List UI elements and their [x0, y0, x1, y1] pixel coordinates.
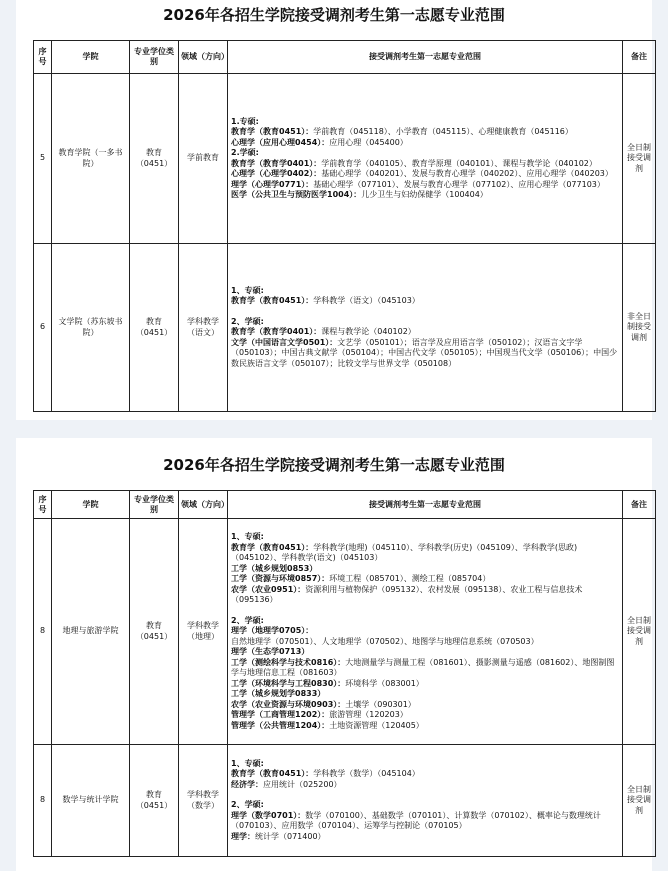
header-note: 备注 — [623, 491, 656, 519]
scope-line — [231, 327, 619, 338]
header-college: 学院 — [52, 491, 130, 519]
scope-category: 1、专硕: — [231, 758, 264, 768]
scope-line — [231, 679, 619, 690]
scope-majors: 自然地理学（070501）、人文地理学（070502）、地图学与地理信息系统（070503） — [231, 636, 539, 646]
scope-category: 教育学（教育学0401）： — [231, 327, 322, 337]
scope-category: 1、专硕: — [231, 532, 264, 541]
header-seq: 序号 — [34, 491, 52, 519]
table-row — [34, 519, 656, 745]
scope-line — [231, 658, 619, 679]
scope-majors: 统计学（071400） — [255, 831, 326, 841]
table-row — [34, 244, 656, 412]
scope-category: 工学（测绘科学与技术0816）： — [231, 657, 346, 667]
cell-college: 教育学院（一多书院） — [52, 74, 130, 244]
cell-field: 学前教育 — [179, 74, 228, 244]
adjustment-table — [33, 40, 656, 412]
scope-line — [231, 159, 619, 170]
scope-category: 文学（中国语言文学0501）： — [231, 337, 338, 347]
scope-line — [231, 800, 619, 811]
scope-majors: 环境工程（085701）、测绘工程（085704） — [329, 574, 491, 583]
scope-spacer — [231, 307, 619, 317]
scope-majors: 资源利用与植物保护（095132）、农村发展（095138）、农业工程与信息技术（095136） — [231, 584, 583, 604]
cell-field: 学科教学（地理） — [179, 519, 228, 745]
scope-line — [231, 564, 619, 575]
scope-line — [231, 689, 619, 700]
scope-category: 教育学（教育0451）： — [231, 296, 314, 306]
scope-spacer — [231, 790, 619, 800]
scope-line — [231, 811, 619, 832]
scope-category: 1.专硕: — [231, 116, 259, 126]
scope-majors: 应用心理（045400） — [329, 137, 408, 147]
table-row — [34, 74, 656, 244]
scope-category: 心理学（心理学0402）： — [231, 169, 322, 178]
cell-degree: 教育（0451） — [130, 74, 179, 244]
scope-category: 教育学（教育学0401）： — [231, 158, 322, 168]
cell-scope — [228, 74, 623, 244]
header-degree: 专业学位类别 — [130, 491, 179, 519]
scope-line — [231, 190, 619, 201]
scope-majors: 土壤学（090301） — [345, 699, 416, 709]
scope-majors: 环境科学（083001） — [345, 678, 424, 688]
scope-line — [231, 169, 619, 180]
scope-majors: 学科教学（语文）（045103） — [313, 296, 420, 306]
cell-scope — [228, 519, 623, 745]
header-field: 领域（方向） — [179, 491, 228, 519]
scope-line — [231, 780, 619, 791]
scope-category: 教育学（教育0451）： — [231, 542, 314, 552]
scope-category: 管理学（工商管理1202）： — [231, 710, 330, 719]
table-row — [34, 745, 656, 857]
cell-college: 文学院（苏东坡书院） — [52, 244, 130, 412]
scope-majors: 课程与教学论（040102） — [321, 327, 416, 337]
scope-category: 2、学硕: — [231, 800, 264, 810]
scope-majors: 学前教育（045118）、小学教育（045115）、心理健康教育（045116） — [313, 127, 573, 136]
cell-note: 非全日制接受调剂 — [623, 244, 656, 412]
scope-line — [231, 543, 619, 564]
scope-line — [231, 574, 619, 585]
scope-majors: 土地资源管理（120405） — [329, 720, 424, 730]
scope-category: 理学（心理学0771）： — [231, 179, 314, 189]
table-header-row — [34, 41, 656, 74]
scope-category: 理学（生态学0713） — [231, 647, 310, 656]
scope-line — [231, 626, 619, 647]
scope-category: 管理学（公共管理1204）： — [231, 720, 330, 730]
scope-category: 医学（公共卫生与预防医学1004）： — [231, 190, 362, 199]
scope-line — [231, 148, 619, 159]
scope-line — [231, 616, 619, 627]
scope-category: 理学： — [231, 831, 255, 841]
header-scope: 接受调剂考生第一志愿专业范围 — [228, 491, 623, 519]
document-page-2 — [16, 438, 652, 871]
cell-field: 学科教学（语文） — [179, 244, 228, 412]
scope-category: 工学（资源与环境0857）： — [231, 574, 330, 583]
document-title: 2026年各招生学院接受调剂考生第一志愿专业范围 — [163, 6, 505, 24]
cell-degree: 教育（0451） — [130, 745, 179, 857]
cell-field: 学科教学（数学） — [179, 745, 228, 857]
cell-scope — [228, 244, 623, 412]
header-field: 领域（方向） — [179, 41, 228, 74]
scope-category: 工学（环境科学与工程0830）： — [231, 678, 346, 688]
cell-seq: 8 — [34, 745, 52, 857]
cell-seq: 8 — [34, 519, 52, 745]
scope-line — [231, 317, 619, 328]
scope-category: 理学（地理学0705）： — [231, 626, 314, 635]
scope-category: 农学（农业资源与环境0903）： — [231, 699, 346, 709]
scope-line — [231, 585, 619, 606]
cell-note: 全日制接受调剂 — [623, 74, 656, 244]
scope-majors: 基础心理学（040201）、发展与教育心理学（040202）、应用心理学（040203） — [321, 169, 613, 178]
scope-category: 经济学： — [231, 779, 263, 789]
header-note: 备注 — [623, 41, 656, 74]
scope-category: 理学（数学0701）： — [231, 810, 306, 820]
cell-college: 数学与统计学院 — [52, 745, 130, 857]
cell-college: 地理与旅游学院 — [52, 519, 130, 745]
scope-category: 心理学（应用心理0454）： — [231, 137, 330, 147]
scope-majors: 大地测量学与测量工程（081601）、摄影测量与遥感（081602）、地图制图学与地理信息工程（081603） — [231, 657, 615, 677]
scope-spacer — [231, 606, 619, 616]
header-degree: 专业学位类别 — [130, 41, 179, 74]
scope-majors: 学科教学（数学）（045104） — [313, 769, 420, 779]
document-page-1 — [16, 0, 652, 420]
cell-seq: 6 — [34, 244, 52, 412]
table-header-row — [34, 491, 656, 519]
scope-category: 教育学（教育0451）： — [231, 127, 314, 136]
scope-line — [231, 647, 619, 658]
scope-line — [231, 832, 619, 843]
scope-line — [231, 759, 619, 770]
scope-majors: 基础心理学（077101）、发展与教育心理学（077102）、应用心理学（077103） — [313, 179, 605, 189]
scope-line — [231, 338, 619, 370]
scope-majors: 学科教学(地理)（045110）、学科教学(历史)（045109）、学科教学(思政)（045102）、学科教学(语文)（045103） — [231, 542, 578, 562]
scope-majors: 学前教育学（040105）、教育学原理（040101）、课程与教学论（040102） — [321, 158, 597, 168]
scope-majors: 应用统计（025200） — [263, 779, 342, 789]
scope-category: 2.学硕: — [231, 148, 259, 157]
adjustment-table — [33, 490, 656, 857]
scope-majors: 旅游管理（120203） — [329, 710, 408, 719]
scope-line — [231, 117, 619, 128]
scope-category: 农学（农业0951）： — [231, 584, 306, 594]
scope-majors: 文艺学（050101）；语言学及应用语言学（050102）；汉语言文字学（050103）；中国古典文献学（050104）；中国古代文学（050105）；中国现当代文学（050106）；中国少数民族语言文学（050107）；比较文学与世界文学（050108） — [231, 337, 618, 368]
scope-majors: 儿少卫生与妇幼保健学（100404） — [361, 190, 488, 199]
scope-line — [231, 769, 619, 780]
cell-scope — [228, 745, 623, 857]
scope-line — [231, 532, 619, 543]
scope-category: 工学（城乡规划0853） — [231, 563, 318, 573]
scope-line — [231, 286, 619, 297]
document-title: 2026年各招生学院接受调剂考生第一志愿专业范围 — [163, 456, 505, 474]
cell-degree: 教育（0451） — [130, 519, 179, 745]
cell-degree: 教育（0451） — [130, 244, 179, 412]
scope-category: 2、学硕: — [231, 615, 264, 625]
scope-majors: 数学（070100）、基础数学（070101）、计算数学（070102）、概率论与数理统计（070103）、应用数学（070104）、运筹学与控制论（070105） — [231, 810, 601, 831]
header-scope: 接受调剂考生第一志愿专业范围 — [228, 41, 623, 74]
scope-line — [231, 296, 619, 307]
header-seq: 序号 — [34, 41, 52, 74]
scope-category: 教育学（教育0451）： — [231, 769, 314, 779]
scope-category: 1、专硕: — [231, 285, 264, 295]
header-college: 学院 — [52, 41, 130, 74]
cell-note: 全日制接受调剂 — [623, 519, 656, 745]
scope-line — [231, 180, 619, 191]
scope-line — [231, 138, 619, 149]
cell-note: 全日制接受调剂 — [623, 745, 656, 857]
scope-line — [231, 721, 619, 732]
scope-category: 2、学硕: — [231, 316, 264, 326]
cell-seq: 5 — [34, 74, 52, 244]
scope-category: 工学（城乡规划学0833） — [231, 689, 326, 698]
scope-line — [231, 700, 619, 711]
scope-line — [231, 710, 619, 721]
scope-line — [231, 127, 619, 138]
